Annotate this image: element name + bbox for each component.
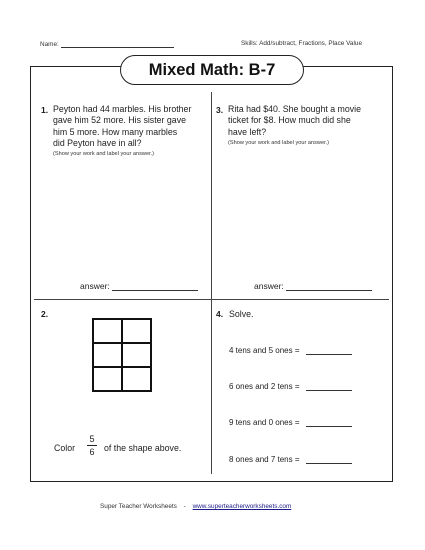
q3-line: ticket for $8. How much did she bbox=[228, 115, 351, 126]
name-blank[interactable] bbox=[61, 40, 174, 48]
q4-label: Solve. bbox=[229, 309, 254, 319]
q1-line: gave him 52 more. His sister gave bbox=[53, 115, 186, 126]
footer-separator: - bbox=[183, 503, 186, 510]
solve-answer-blank[interactable] bbox=[306, 455, 352, 464]
footer-brand: Super Teacher Worksheets bbox=[100, 503, 177, 510]
skills-text: Skills: Add/subtract, Fractions, Place Value bbox=[241, 40, 363, 47]
name-label: Name: bbox=[40, 41, 59, 48]
q1-hint: (Show your work and label your answer.) bbox=[53, 151, 155, 157]
q2-instruction-prefix: Color bbox=[54, 443, 76, 453]
solve-answer-blank[interactable] bbox=[306, 382, 352, 391]
q1-line: him 5 more. How many marbles bbox=[53, 126, 178, 137]
q3-number: 3. bbox=[216, 105, 224, 115]
fraction-denominator: 6 bbox=[89, 447, 95, 457]
q2-number: 2. bbox=[41, 309, 49, 319]
fraction-five-sixths bbox=[87, 434, 97, 457]
q1-text bbox=[53, 104, 213, 149]
grid-cell[interactable] bbox=[121, 366, 152, 392]
q3-hint: (Show your work and label your answer.) bbox=[228, 140, 330, 146]
grid-cell[interactable] bbox=[121, 342, 152, 368]
solve-item[interactable] bbox=[229, 346, 352, 355]
name-field[interactable] bbox=[40, 40, 174, 48]
q3-line: have left? bbox=[228, 126, 267, 137]
solve-item[interactable] bbox=[229, 455, 352, 464]
solve-item-text: 8 ones and 7 tens = bbox=[229, 455, 300, 464]
q2-instruction-suffix: of the shape above. bbox=[104, 443, 182, 453]
q3-line: Rita had $40. She bought a movie bbox=[228, 104, 362, 114]
grid-cell[interactable] bbox=[92, 366, 123, 392]
q3-answer-field[interactable] bbox=[254, 281, 372, 291]
fraction-grid-shape[interactable] bbox=[92, 318, 162, 408]
vertical-divider bbox=[211, 92, 212, 474]
grid-cell[interactable] bbox=[92, 318, 123, 344]
q3-text bbox=[228, 104, 388, 138]
worksheet-title: Mixed Math: B-7 bbox=[120, 55, 304, 85]
q3-answer-blank[interactable] bbox=[286, 282, 372, 291]
q1-answer-field[interactable] bbox=[80, 281, 198, 291]
q1-line: Peyton had 44 marbles. His brother bbox=[53, 104, 192, 114]
solve-item-text: 9 tens and 0 ones = bbox=[229, 418, 300, 427]
horizontal-divider bbox=[34, 299, 389, 300]
solve-item[interactable] bbox=[229, 418, 352, 427]
solve-item-text: 4 tens and 5 ones = bbox=[229, 346, 300, 355]
q1-answer-label: answer: bbox=[80, 281, 110, 291]
grid-cell[interactable] bbox=[92, 342, 123, 368]
solve-item-text: 6 ones and 2 tens = bbox=[229, 382, 300, 391]
q1-line: did Peyton have in all? bbox=[53, 137, 142, 148]
q4-number: 4. bbox=[216, 309, 224, 319]
solve-item[interactable] bbox=[229, 382, 352, 391]
grid-cell[interactable] bbox=[121, 318, 152, 344]
q1-answer-blank[interactable] bbox=[112, 282, 198, 291]
fraction-numerator: 5 bbox=[89, 434, 95, 444]
footer-website-link[interactable]: www.superteacherworksheets.com bbox=[192, 503, 292, 510]
q1-number: 1. bbox=[41, 105, 49, 115]
solve-answer-blank[interactable] bbox=[306, 346, 352, 355]
footer bbox=[100, 503, 291, 510]
q3-answer-label: answer: bbox=[254, 281, 284, 291]
fraction-bar bbox=[87, 445, 97, 446]
solve-answer-blank[interactable] bbox=[306, 418, 352, 427]
